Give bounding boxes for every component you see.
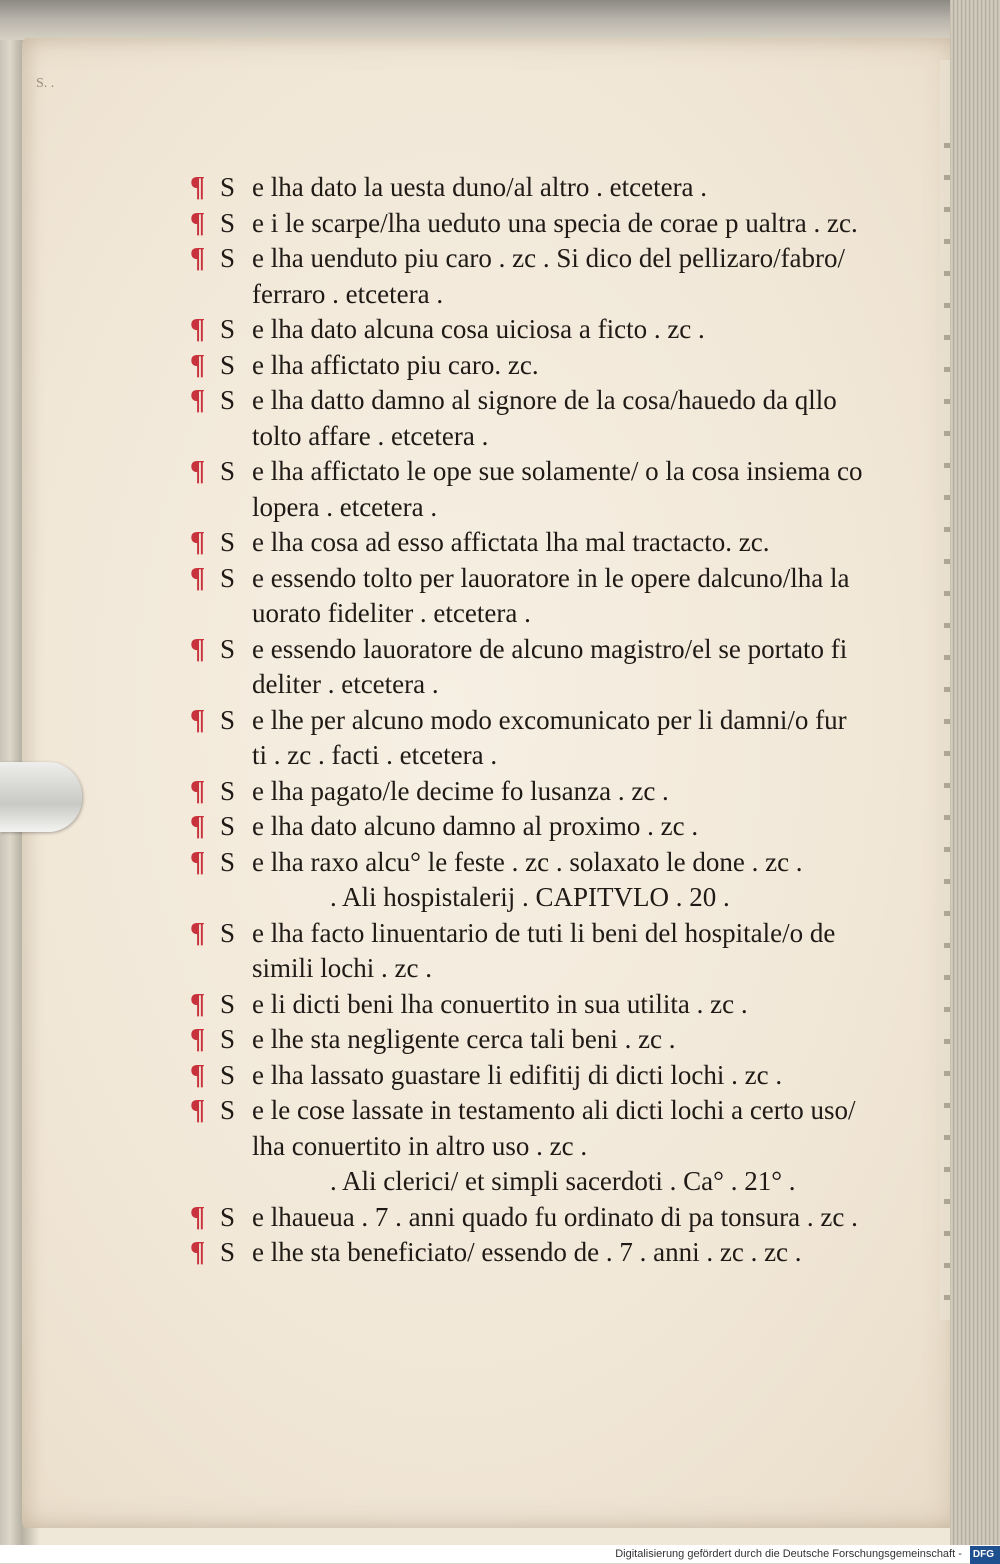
text-line: e essendo lauoratore de alcuno magistro/el se portato fi [252, 633, 848, 664]
pilcrow-icon: ¶ [190, 1059, 206, 1091]
section-entries-1 [190, 170, 890, 880]
dfg-logo: DFG [970, 1546, 1000, 1564]
text-entry [190, 632, 890, 703]
entry-initial: S [220, 1237, 236, 1267]
text-line: e lhe per alcuno modo excomunicato per li damni/o fur [252, 704, 847, 735]
text-line: e lha cosa ad esso affictata lha mal tractacto. zc. [252, 527, 770, 557]
entry-initial: S [220, 349, 236, 380]
page-stack-edge [950, 0, 1000, 1545]
text-entry [190, 774, 890, 810]
text-line: e lha datto damno al signore de la cosa/hauedo da qllo [252, 385, 837, 415]
pilcrow-icon: ¶ [190, 633, 206, 665]
text-line: uorato fideliter . etcetera . [252, 598, 531, 628]
entry-initial: S [220, 314, 236, 344]
pilcrow-icon: ¶ [190, 811, 206, 842]
page-mark: S. . [36, 76, 55, 91]
text-entry [190, 845, 890, 881]
chapter-heading-20: . Ali hospistalerij . CAPITVLO . 20 . [330, 882, 730, 912]
text-entry [190, 525, 890, 561]
text-line: ferraro . etcetera . [252, 278, 444, 309]
text-line: e lha pagato/le decime fo lusanza . zc . [252, 775, 669, 806]
text-entry [190, 561, 890, 632]
pilcrow-icon: ¶ [190, 1024, 206, 1055]
text-line: e le cose lassate in testamento ali dicti lochi a certo uso/ [252, 1095, 856, 1125]
entry-initial: S [220, 811, 236, 841]
text-entry [190, 1235, 890, 1271]
text-line: tolto affare . etcetera . [252, 420, 489, 451]
entry-initial: S [220, 704, 236, 735]
text-entry [190, 809, 890, 845]
text-entry [190, 241, 890, 312]
chapter-heading-21: . Ali clerici/ et simpli sacerdoti . Ca° . 21° . [330, 1166, 796, 1196]
entry-initial: S [220, 385, 236, 415]
entry-initial: S [220, 1059, 236, 1090]
text-entry [190, 454, 890, 525]
text-entry [190, 170, 890, 206]
text-line: e lha uenduto piu caro . zc . Si dico del pellizaro/fabro/ [252, 243, 846, 273]
text-line: e lha lassato guastare li edifitij di dicti lochi . zc . [252, 1059, 783, 1090]
pilcrow-icon: ¶ [190, 314, 206, 345]
text-entry [190, 703, 890, 774]
pilcrow-icon: ¶ [190, 456, 206, 487]
pilcrow-icon: ¶ [190, 846, 206, 878]
entry-initial: S [220, 1095, 236, 1125]
pilcrow-icon: ¶ [190, 704, 206, 736]
pilcrow-icon: ¶ [190, 775, 206, 807]
pilcrow-icon: ¶ [190, 988, 206, 1020]
text-line: e i le scarpe/lha ueduto una specia de corae p ualtra . zc. [252, 207, 858, 238]
text-entry [190, 206, 890, 242]
text-line: lha conuertito in altro uso . zc . [252, 1130, 588, 1161]
entry-initial: S [220, 207, 236, 238]
text-entry [190, 987, 890, 1023]
pilcrow-icon: ¶ [190, 1201, 206, 1233]
pilcrow-icon: ¶ [190, 527, 206, 558]
pilcrow-icon: ¶ [190, 1095, 206, 1126]
text-line: e lha dato alcuno damno al proximo . zc . [252, 811, 699, 841]
text-line: e li dicti beni lha conuertito in sua utilita . zc . [252, 988, 748, 1019]
page-clip [0, 762, 82, 832]
pilcrow-icon: ¶ [190, 172, 206, 203]
digitization-footer [0, 1545, 1000, 1563]
entry-initial: S [220, 456, 236, 486]
text-entry [190, 1058, 890, 1094]
section-entries-2 [190, 916, 890, 1165]
entry-initial: S [220, 562, 236, 593]
text-line: e lhe sta negligente cerca tali beni . zc . [252, 1024, 676, 1054]
book-top-edge [0, 0, 1000, 40]
text-entry [190, 383, 890, 454]
pilcrow-icon: ¶ [190, 243, 206, 274]
text-line: e lha dato la uesta duno/al altro . etcetera . [252, 172, 708, 202]
text-entry [190, 916, 890, 987]
entry-initial: S [220, 633, 236, 664]
pilcrow-icon: ¶ [190, 385, 206, 416]
text-line: e lha dato alcuna cosa uiciosa a ficto . zc . [252, 314, 705, 344]
entry-initial: S [220, 988, 236, 1019]
entry-initial: S [220, 172, 236, 202]
text-entry [190, 1093, 890, 1164]
text-line: e essendo tolto per lauoratore in le opere dalcuno/lha la [252, 562, 850, 593]
page-text [190, 170, 890, 1271]
pilcrow-icon: ¶ [190, 562, 206, 594]
pilcrow-icon: ¶ [190, 1237, 206, 1268]
text-line: e lha affictato piu caro. zc. [252, 349, 539, 380]
text-line: e lha affictato le ope sue solamente/ o la cosa insiema co [252, 456, 863, 486]
entry-initial: S [220, 917, 236, 948]
entry-initial: S [220, 243, 236, 273]
entry-initial: S [220, 846, 236, 877]
text-line: simili lochi . zc . [252, 953, 432, 983]
entry-initial: S [220, 1201, 236, 1232]
entry-initial: S [220, 1024, 236, 1054]
text-line: e lhaueua . 7 . anni quado fu ordinato di pa tonsura . zc . [252, 1201, 858, 1232]
pilcrow-icon: ¶ [190, 917, 206, 949]
text-line: e lha facto linuentario de tuti li beni del hospitale/o de [252, 917, 836, 948]
section-entries-3 [190, 1200, 890, 1271]
text-line: e lhe sta beneficiato/ essendo de . 7 . anni . zc . zc . [252, 1237, 802, 1267]
text-line: e lha raxo alcu° le feste . zc . solaxato le done . zc . [252, 846, 803, 877]
text-line: lopera . etcetera . [252, 491, 438, 522]
text-entry [190, 348, 890, 384]
pilcrow-icon: ¶ [190, 207, 206, 239]
text-line: ti . zc . facti . etcetera . [252, 740, 498, 770]
text-entry [190, 312, 890, 348]
entry-initial: S [220, 775, 236, 806]
text-entry [190, 1200, 890, 1236]
text-line: deliter . etcetera . [252, 669, 439, 699]
entry-initial: S [220, 527, 236, 557]
pilcrow-icon: ¶ [190, 349, 206, 381]
text-entry [190, 1022, 890, 1058]
footer-text: Digitalisierung gefördert durch die Deutsche Forschungsgemeinschaft - [615, 1548, 962, 1560]
